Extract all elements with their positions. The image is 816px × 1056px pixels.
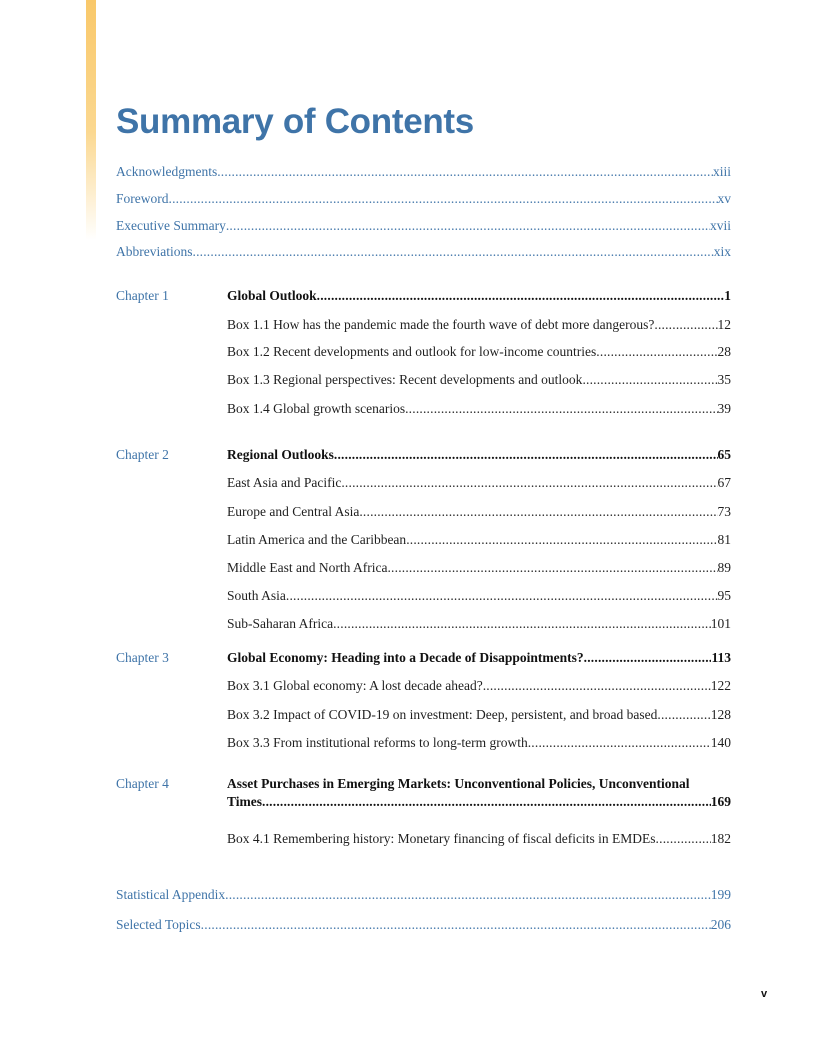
dot-leader bbox=[359, 503, 717, 521]
toc-entry-label: Box 3.2 Impact of COVID-19 on investment: Deep, persistent, and broad based bbox=[227, 707, 658, 722]
toc-entry-label: Selected Topics bbox=[116, 917, 201, 932]
toc-entry-label: Times bbox=[227, 794, 263, 809]
toc-entry-label: Sub-Saharan Africa bbox=[227, 616, 334, 631]
toc-entry-page: 12 bbox=[717, 317, 731, 332]
toc-entry-page: 95 bbox=[717, 588, 731, 603]
toc-entry-page: 182 bbox=[710, 831, 731, 846]
toc-entry-box-1-2[interactable] bbox=[227, 343, 731, 361]
toc-entry-middle-east-north-africa[interactable] bbox=[227, 559, 731, 577]
toc-entry-page: xvii bbox=[709, 218, 731, 233]
toc-entry-page: 35 bbox=[717, 372, 731, 387]
dot-leader bbox=[528, 734, 711, 752]
toc-entry-label: Europe and Central Asia bbox=[227, 504, 360, 519]
dot-leader bbox=[286, 587, 718, 605]
toc-entry-south-asia[interactable] bbox=[227, 587, 731, 605]
toc-entry-page: 128 bbox=[710, 707, 731, 722]
toc-entry-label: South Asia bbox=[227, 588, 286, 603]
toc-entry-page: 89 bbox=[717, 560, 731, 575]
toc-entry-page: 113 bbox=[711, 650, 731, 665]
dot-leader bbox=[483, 677, 711, 695]
chapter-title-4-line-1[interactable]: Asset Purchases in Emerging Markets: Unconventional Policies, Unconventional bbox=[227, 776, 690, 791]
toc-entry-box-3-2[interactable] bbox=[227, 706, 731, 724]
dot-leader bbox=[656, 830, 711, 848]
toc-entry-page: 39 bbox=[717, 401, 731, 416]
toc-entry-page: 101 bbox=[710, 616, 731, 631]
toc-entry-label: Box 1.1 How has the pandemic made the fourth wave of debt more dangerous? bbox=[227, 317, 655, 332]
toc-entry-page: xiii bbox=[712, 164, 731, 179]
toc-entry-label: Executive Summary bbox=[116, 218, 226, 233]
dot-leader bbox=[334, 446, 718, 464]
dot-leader bbox=[193, 243, 714, 261]
chapter-label-1: Chapter 1 bbox=[116, 288, 169, 303]
dot-leader bbox=[201, 916, 711, 934]
toc-entry-page: 67 bbox=[717, 475, 731, 490]
toc-entry-label: Latin America and the Caribbean bbox=[227, 532, 407, 547]
toc-entry-box-1-4[interactable] bbox=[227, 400, 731, 418]
toc-entry-label: Box 1.3 Regional perspectives: Recent developments and outlook bbox=[227, 372, 583, 387]
dot-leader bbox=[217, 163, 713, 181]
dot-leader bbox=[582, 371, 717, 389]
toc-entry-label: Abbreviations bbox=[116, 244, 193, 259]
toc-entry-page: 65 bbox=[717, 447, 731, 462]
toc-entry-europe-central-asia[interactable] bbox=[227, 503, 731, 521]
chapter-label-4: Chapter 4 bbox=[116, 776, 169, 791]
dot-leader bbox=[225, 886, 711, 904]
toc-entry-label: Box 1.2 Recent developments and outlook for low-income countries bbox=[227, 344, 597, 359]
toc-entry-label: Regional Outlooks bbox=[227, 447, 334, 462]
dot-leader bbox=[262, 793, 711, 811]
toc-entry-page: 199 bbox=[710, 887, 731, 902]
dot-leader bbox=[226, 217, 710, 235]
toc-entry-label: Global Outlook bbox=[227, 288, 317, 303]
dot-leader bbox=[387, 559, 717, 577]
chapter-title-4[interactable] bbox=[227, 793, 731, 811]
chapter-label-2: Chapter 2 bbox=[116, 447, 169, 462]
toc-entry-label: Box 3.1 Global economy: A lost decade ahead? bbox=[227, 678, 483, 693]
toc-entry-box-3-3[interactable] bbox=[227, 734, 731, 752]
toc-entry-box-3-1[interactable] bbox=[227, 677, 731, 695]
toc-entry-east-asia-pacific[interactable] bbox=[227, 474, 731, 492]
toc-entry-page: 122 bbox=[710, 678, 731, 693]
toc-entry-latin-america-caribbean[interactable] bbox=[227, 531, 731, 549]
toc-entry-label: Statistical Appendix bbox=[116, 887, 226, 902]
toc-entry-page: 140 bbox=[710, 735, 731, 750]
toc-entry-label: Global Economy: Heading into a Decade of Disappointments? bbox=[227, 650, 584, 665]
toc-entry-abbreviations[interactable] bbox=[116, 243, 731, 261]
toc-entry-label: Box 1.4 Global growth scenarios bbox=[227, 401, 406, 416]
toc-entry-label: Middle East and North Africa bbox=[227, 560, 388, 575]
toc-entry-foreword[interactable] bbox=[116, 190, 731, 208]
dot-leader bbox=[317, 287, 725, 305]
decorative-side-bar bbox=[86, 0, 96, 240]
toc-entry-page: 28 bbox=[717, 344, 731, 359]
toc-entry-label: Box 3.3 From institutional reforms to long-term growth bbox=[227, 735, 528, 750]
toc-entry-page: 73 bbox=[717, 504, 731, 519]
dot-leader bbox=[333, 615, 711, 633]
dot-leader bbox=[341, 474, 717, 492]
dot-leader bbox=[596, 343, 717, 361]
toc-entry-box-1-1[interactable] bbox=[227, 316, 731, 334]
dot-leader bbox=[405, 400, 717, 418]
toc-entry-box-1-3[interactable] bbox=[227, 371, 731, 389]
toc-entry-page: xv bbox=[717, 191, 731, 206]
dot-leader bbox=[169, 190, 718, 208]
toc-entry-page: 206 bbox=[710, 917, 731, 932]
chapter-title-1[interactable] bbox=[227, 287, 731, 305]
chapter-title-3[interactable] bbox=[227, 649, 731, 667]
dot-leader bbox=[657, 706, 710, 724]
toc-entry-label: Foreword bbox=[116, 191, 169, 206]
dot-leader bbox=[654, 316, 717, 334]
dot-leader bbox=[406, 531, 717, 549]
toc-entry-page: 81 bbox=[717, 532, 731, 547]
toc-entry-page: 1 bbox=[724, 288, 731, 303]
chapter-title-2[interactable] bbox=[227, 446, 731, 464]
dot-leader bbox=[584, 649, 712, 667]
toc-entry-page: xix bbox=[713, 244, 731, 259]
toc-entry-label: Box 4.1 Remembering history: Monetary financing of fiscal deficits in EMDEs bbox=[227, 831, 656, 846]
toc-entry-acknowledgments[interactable] bbox=[116, 163, 731, 181]
toc-entry-label: Acknowledgments bbox=[116, 164, 218, 179]
chapter-label-3: Chapter 3 bbox=[116, 650, 169, 665]
toc-entry-label: East Asia and Pacific bbox=[227, 475, 342, 490]
toc-entry-page: 169 bbox=[710, 794, 731, 809]
page-title: Summary of Contents bbox=[116, 102, 474, 141]
toc-entry-executive-summary[interactable] bbox=[116, 217, 731, 235]
footer-page-number: v bbox=[761, 988, 768, 1000]
toc-entry-box-4-1[interactable] bbox=[227, 830, 731, 848]
toc-entry-sub-saharan-africa[interactable] bbox=[227, 615, 731, 633]
toc-entry-selected-topics[interactable] bbox=[116, 916, 731, 934]
toc-entry-statistical-appendix[interactable] bbox=[116, 886, 731, 904]
